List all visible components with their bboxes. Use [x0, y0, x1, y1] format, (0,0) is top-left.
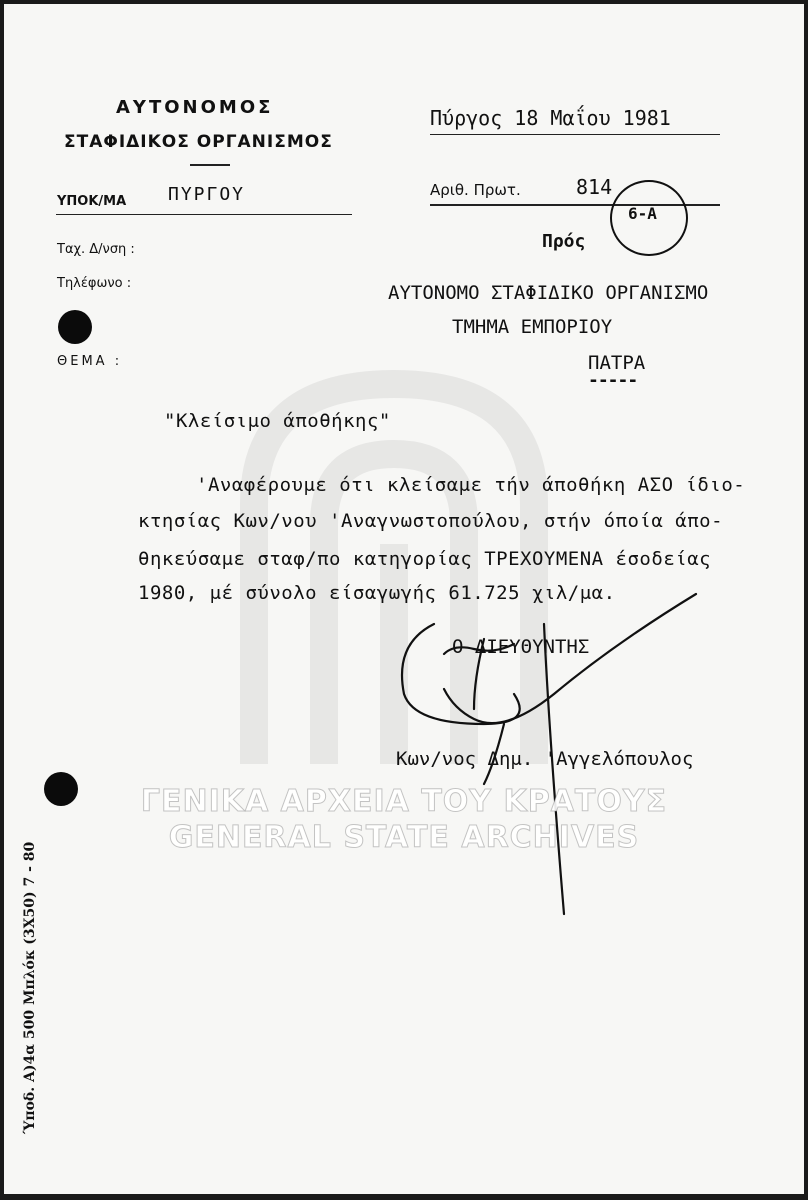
org-line1: ΑΥΤΟΝΟΜΟΣ: [116, 97, 274, 118]
org-line2: ΣΤΑΦΙΔΙΚΟΣ ΟΡΓΑΝΙΣΜΟΣ: [64, 132, 333, 152]
date-underline: [430, 134, 720, 135]
printer-note: Ύποδ. Α)4α 500 Μπλόκ (3Χ50) 7 - 80: [22, 841, 38, 1134]
watermark-line1: ΓΕΝΙΚΑ ΑΡΧΕΙΑ ΤΟΥ ΚΡΑΤΟΥΣ: [140, 784, 668, 819]
subject-text: "Κλείσιμο άποθήκης": [164, 410, 391, 432]
branch-underline: [56, 214, 352, 215]
phone-label: Τηλέφωνο :: [57, 276, 132, 291]
branch-value: ΠΥΡΓΟΥ: [168, 184, 246, 205]
signatory-title: Ο ΔΙΕΥΘΥΝΤΗΣ: [452, 636, 590, 658]
recipient-line2: ΤΜΗΜΑ ΕΜΠΟΡΙΟΥ: [452, 316, 613, 338]
to-label: Πρός: [542, 231, 586, 252]
org-divider: [190, 164, 230, 166]
handwritten-signature: [384, 584, 724, 924]
protocol-label: Αριθ. Πρωτ.: [430, 181, 521, 199]
body-line3: θηκεύσαμε σταφ/πο κατηγορίας ΤΡΕΧΟΥΜΕΝΑ έσοδείας: [138, 548, 712, 570]
recipient-line3: ΠΑΤΡΑ: [588, 352, 646, 374]
branch-label: ΥΠΟΚ/ΜΑ: [57, 194, 127, 209]
body-line2: κτησίας Κων/νου 'Αναγνωστοπούλου, στήν όποία άπο-: [138, 510, 724, 532]
recipient-line1: ΑΥΤΟΝΟΜΟ ΣΤΑΦΙΔΙΚΟ ΟΡΓΑΝΙΣΜΟ: [388, 282, 709, 304]
watermark-line2: GENERAL STATE ARCHIVES: [168, 820, 640, 855]
postal-label: Ταχ. Δ/νση :: [57, 242, 135, 257]
punch-hole-top: [58, 310, 92, 344]
recipient-underline: -----: [588, 370, 638, 391]
registry-stamp-text: 6-Α: [628, 204, 657, 223]
body-line1: 'Αναφέρουμε ότι κλείσαμε τήν άποθήκη ΑΣΟ ίδιο-: [196, 474, 746, 496]
subject-label: ΘΕΜΑ :: [57, 354, 123, 369]
place-date: Πύργος 18 Μαΐου 1981: [430, 106, 671, 130]
document-sheet: [4, 4, 804, 1194]
protocol-number: 814: [576, 175, 613, 199]
signatory-name: Κων/νος Δημ. 'Αγγελόπουλος: [396, 748, 694, 770]
body-line4: 1980, μέ σύνολο είσαγωγής 61.725 χιλ/μα.: [138, 582, 616, 604]
archive-watermark-text: [4, 784, 804, 856]
